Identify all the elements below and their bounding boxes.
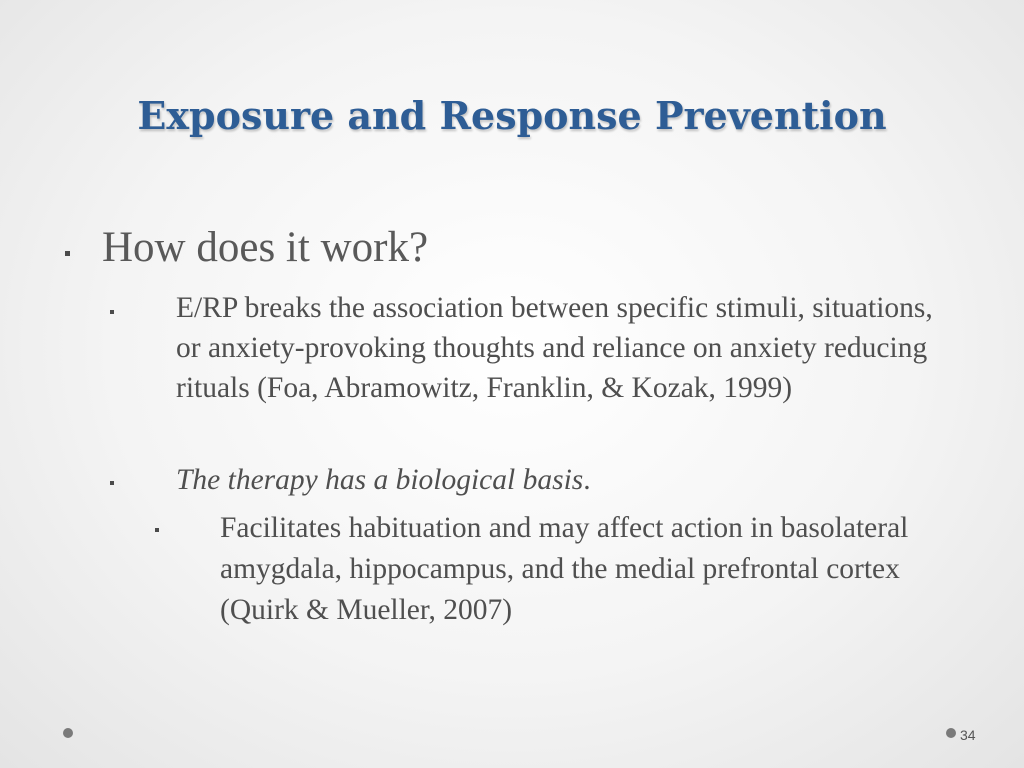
bullet-marker	[65, 251, 70, 256]
bullet-level2-text: E/RP breaks the association between specific stimuli, situations, or anxiety-provoking thoughts and reliance on anxiety reducing rituals (Foa, Abramowitz, Franklin, & Kozak, 1999)	[176, 292, 933, 404]
bullet-marker	[110, 310, 114, 314]
italic-phrase: The therapy has a biological basis	[176, 464, 584, 496]
slide-title: Exposure and Response Prevention	[137, 93, 887, 138]
bullet-level2-italic-text	[176, 460, 936, 500]
footer-right-dot	[946, 728, 956, 738]
page-number: 34	[960, 727, 976, 743]
bullet-level3-text: Facilitates habituation and may affect action in basolateral amygdala, hippocampus, and the medial prefrontal cortex (Quirk & Mueller, 2007)	[220, 512, 909, 626]
bullet-marker	[155, 528, 159, 532]
sentence-period: .	[583, 464, 591, 496]
bullet-marker	[110, 481, 114, 485]
footer-left-dot	[63, 728, 73, 738]
bullet-level1-text: How does it work?	[102, 224, 429, 271]
